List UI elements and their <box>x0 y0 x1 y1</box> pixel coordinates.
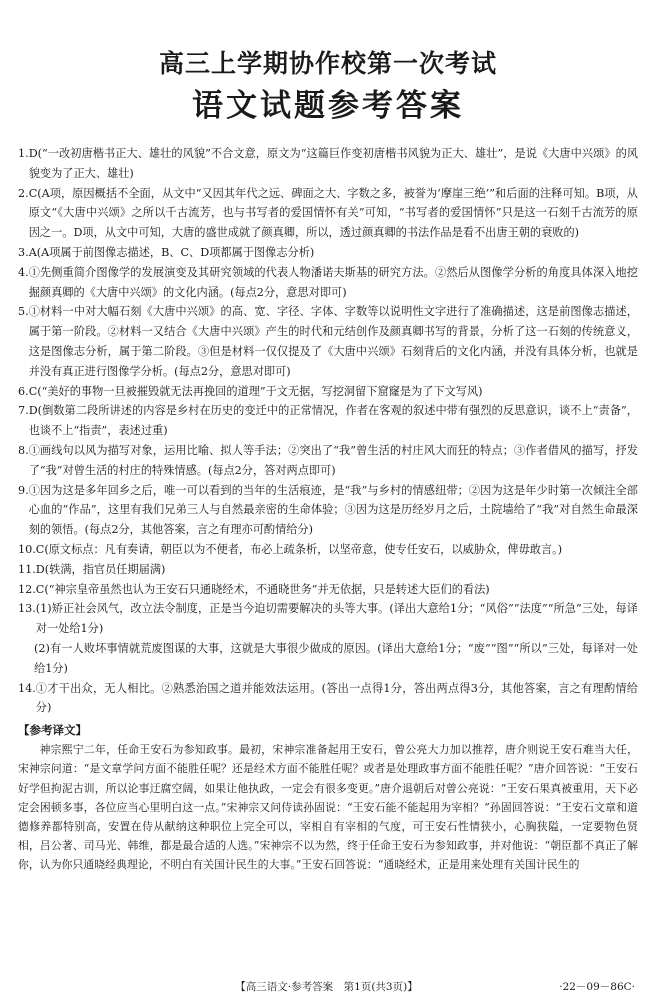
answer-number: 3. <box>18 245 29 259</box>
answer-list <box>18 144 638 718</box>
answer-text: ①材料一中对大幅石刻《大唐中兴颂》的高、宽、字径、字体、字数等以说明性文字进行了准确描述，这是前图像志描述，属于第一阶段。②材料一又结合《大唐中兴颂》产生的时代和元结创作及颜真卿书写的背景，分析了这一石刻的传统意义，这是图像志分析，属于第二阶段。③但是材料一仅仅提及了《大唐中兴颂》石刻背后的文化内涵，并没有具体分析，也就是并没有真正进行图像学分析。(每点2分，意思对即可) <box>28 305 638 378</box>
answer-number: 8. <box>18 443 29 457</box>
answer-item-10 <box>18 540 638 560</box>
answer-number: 13. <box>18 602 36 616</box>
answer-number: 6. <box>18 384 29 398</box>
answer-text: ①因为这是多年回乡之后，唯一可以看到的当年的生活痕迹，是“我”与乡村的情感纽带；②因为这是年少时第一次倾注全部心血的“作品”，这里有我们兄弟三人与自然最亲密的生命体验；③因为这是历经岁月之后，土院墙给了“我”对自然生命最深刻的领悟。(每点2分，其他答案，言之有理亦可酌情给分) <box>28 483 638 537</box>
answer-text: C(A项，原因概括不全面，从文中“又因其年代之远、碑面之大、字数之多，被誉为‘摩崖三绝’”和后面的注释可知。B项，从原文“《大唐中兴颂》之所以千古流芳，也与书写者的爱国情怀有关”可知，“书写者的爱国情怀”只是这一石刻千古流芳的原因之一。D项，从文中可知，大唐的盛世成就了颜真卿，所以，透过颜真卿的书法作品是看不出唐王朝的衰败的) <box>28 186 638 240</box>
answer-item-13-part-2 <box>18 639 638 679</box>
answer-item-2 <box>18 184 638 243</box>
answer-item-14 <box>18 679 638 719</box>
answer-text: C(“美好的事物一旦被摧毁就无法再挽回的道理”于文无据，写挖洞留下窟窿是为了下文写风) <box>28 384 483 398</box>
answer-item-6 <box>18 382 638 402</box>
footer-doc-code: ·22－09－86C· <box>559 981 635 993</box>
answer-text: D(“一改初唐楷书正大、雄壮的风貌”不合文意，原文为“这篇巨作变初唐楷书风貌为正大、雄壮”，是说《大唐中兴颂》的风貌变为了正大、雄壮) <box>28 147 638 180</box>
answer-text: C(原文标点：凡有奏请，朝臣以为不便者，布必上疏条析，以坚帝意，使专任安石，以威胁众，俾毋敢言。) <box>35 542 563 556</box>
answer-item-8 <box>18 441 638 481</box>
answer-item-7 <box>18 401 638 441</box>
answer-item-9 <box>18 481 638 540</box>
answer-text: D(倒数第二段所讲述的内容是乡村在历史的变迁中的正常情况，作者在客观的叙述中带有强烈的反思意识，谈不上“责备”，也谈不上“指责”，表述过重) <box>28 404 638 438</box>
answer-item-4 <box>18 263 638 303</box>
translation-text: 神宗熙宁二年，任命王安石为参知政事。最初，宋神宗准备起用王安石，曾公亮大力加以推荐，唐介则说王安石难当大任，宋神宗问道：“是文章学问方面不能胜任呢？还是经术方面不能胜任呢？或者是处理政事方面不能胜任呢？”唐介回答说：“王安石好学但拘泥古训，所以论事迂腐空阔，如果让他执政，一定会有很多变更。”唐介退朝后对曾公亮说：“王安石果真被重用，天下必定会困顿多事，各位应当心里明白这一点。”宋神宗又问侍读孙固说：“王安石能不能起用为宰相？”孙固回答说：“王安石文章和道德修养都特别高，安置在侍从献纳这种职位上完全可以，宰相自有宰相的气度，可王安石性情狭小，心胸狭隘，一定要物色贤相，吕公著、司马光、韩维，都是最合适的人选。”宋神宗不以为然，终于任命王安石为参知政事，并对他说：“朝臣都不真正了解你，认为你只通晓经典理论，不明白有关国计民生的大事。”王安石回答说：“通晓经术，正是用来处理有关国计民生的 <box>18 743 638 872</box>
answer-item-11 <box>18 560 638 580</box>
answer-number: 14. <box>18 681 36 695</box>
answer-number: 11. <box>18 562 36 576</box>
answer-number: 9. <box>18 483 29 497</box>
answer-text: C(“神宗皇帝虽然也认为王安石只通晓经术，不通晓世务”并无依据，只是转述大臣们的看法) <box>35 582 490 596</box>
answer-number: 4. <box>18 265 29 279</box>
answer-number: 1. <box>18 147 29 160</box>
answer-item-13 <box>18 599 638 639</box>
answer-text: D(轶满，指官员任期届满) <box>35 562 166 576</box>
answer-item-3 <box>18 243 638 263</box>
answer-item-1 <box>18 144 638 184</box>
translation-heading: 【参考译文】 <box>18 723 87 738</box>
answer-key-title: 语文试题参考答案 <box>192 88 464 124</box>
answer-text: ①才干出众，无人相比。②熟悉治国之道并能效法运用。(答出一点得1分，答出两点得3分，其他答案，言之有理酌情给分) <box>35 681 638 715</box>
answer-text: ①先侧重简介图像学的发展演变及其研究领域的代表人物潘诺夫斯基的研究方法。②然后从图像学分析的角度具体深入地挖掘颜真卿的《大唐中兴颂》的文化内涵。(每点2分，意思对即可) <box>28 265 638 299</box>
answer-number: 7. <box>18 404 29 418</box>
answer-text: (2)有一人败坏事情就荒废图谋的大事，这就是大事很少做成的原因。(译出大意给1分；“废”“图”“所以”三处，每译对一处给1分) <box>34 641 638 675</box>
answer-text: (1)矫正社会风气，改立法令制度，正是当今迫切需要解决的头等大事。(译出大意给1分；“风俗”“法度”“所急”三处，每译对一处给1分) <box>35 602 638 636</box>
answer-item-12 <box>18 580 638 600</box>
title-block <box>18 0 638 126</box>
answer-number: 2. <box>18 186 29 200</box>
answer-number: 10. <box>18 542 36 556</box>
exam-title: 高三上学期协作校第一次考试 <box>158 49 497 78</box>
answer-item-5 <box>18 302 638 381</box>
footer-page-info: 【高三语文·参考答案 第1页(共3页)】 <box>235 981 418 993</box>
answer-text: ①画线句以风为描写对象，运用比喻、拟人等手法；②突出了“我”曾生活的村庄风大而狂的特点；③作者借风的描写，抒发了“我”对曾生活的村庄的特殊情感。(每点2分，答对两点即可) <box>28 443 638 477</box>
answer-number: 5. <box>18 305 29 319</box>
answer-number: 12. <box>18 582 36 596</box>
answer-text: A(A项属于前图像志描述，B、C、D项都属于图像志分析) <box>28 245 315 259</box>
